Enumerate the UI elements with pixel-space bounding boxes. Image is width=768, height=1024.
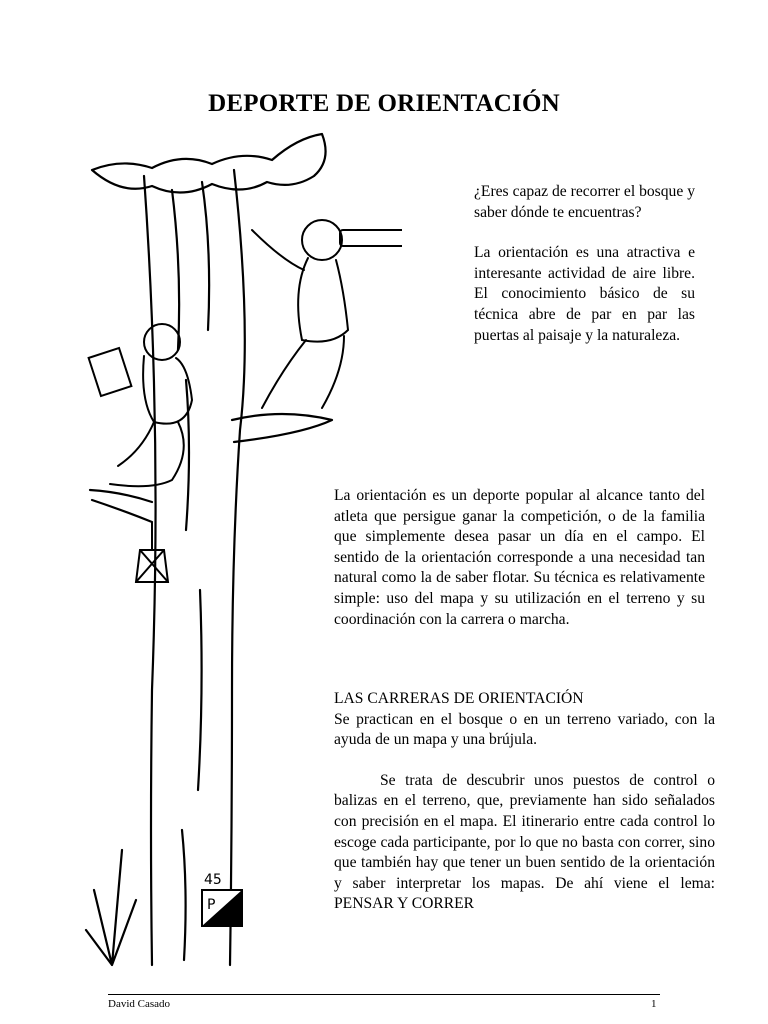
footer-divider [108, 994, 660, 995]
telescope-icon [340, 230, 402, 246]
section-heading: LAS CARRERAS DE ORIENTACIÓN [334, 690, 584, 707]
upper-branch [232, 414, 332, 442]
page-number: 1 [651, 998, 657, 1010]
section-block [334, 689, 715, 915]
intro-paragraph: La orientación es una atractiva e interesante actividad de aire libre. El conocimiento básico de su técnica abre de par en par las puertas al paisaje y la naturaleza. [474, 244, 695, 344]
tree-trunk-right [230, 170, 245, 965]
lower-branch [92, 500, 152, 522]
page-title: DEPORTE DE ORIENTACIÓN [208, 90, 560, 117]
intro-question: ¿Eres capaz de recorrer el bosque y saber dónde te encuentras? [474, 183, 695, 221]
section-paragraph-2: Se trata de descubrir unos puestos de control o balizas en el terreno, que, previamente han sido señalados con precisión en el mapa. El itinerario entre cada control lo escoge cada participante, por lo que no basta con correr, sino que también hay que tener un buen sentido de la orientación y saber interpretar los mapas. De ahí viene el lema: PENSAR Y CORRER [334, 771, 715, 913]
footer-author: David Casado [108, 998, 171, 1010]
intro-block [474, 182, 695, 346]
grass [86, 850, 136, 965]
hanging-lantern [136, 522, 168, 582]
body-block [334, 486, 705, 630]
tree-foliage [92, 134, 326, 193]
lookout-figure [252, 220, 402, 408]
section-paragraph-1: Se practican en el bosque o en un terreno variado, con la ayuda de un mapa y una brújula. [334, 710, 715, 749]
sign-letter: P [207, 897, 216, 913]
body-paragraph: La orientación es un deporte popular al alcance tanto del atleta que persigue ganar la competición, o de la familia que simplemente desea pasar un día en el campo. El sentido de la orientación corresponde a una necesidad tan natural como la de saber flotar. Su técnica es relativamente simple: uso del mapa y su utilización en el terreno y su coordinación con la carrera o marcha. [334, 487, 705, 628]
climber-figure [89, 324, 192, 486]
sign-number: 45 [204, 872, 222, 888]
